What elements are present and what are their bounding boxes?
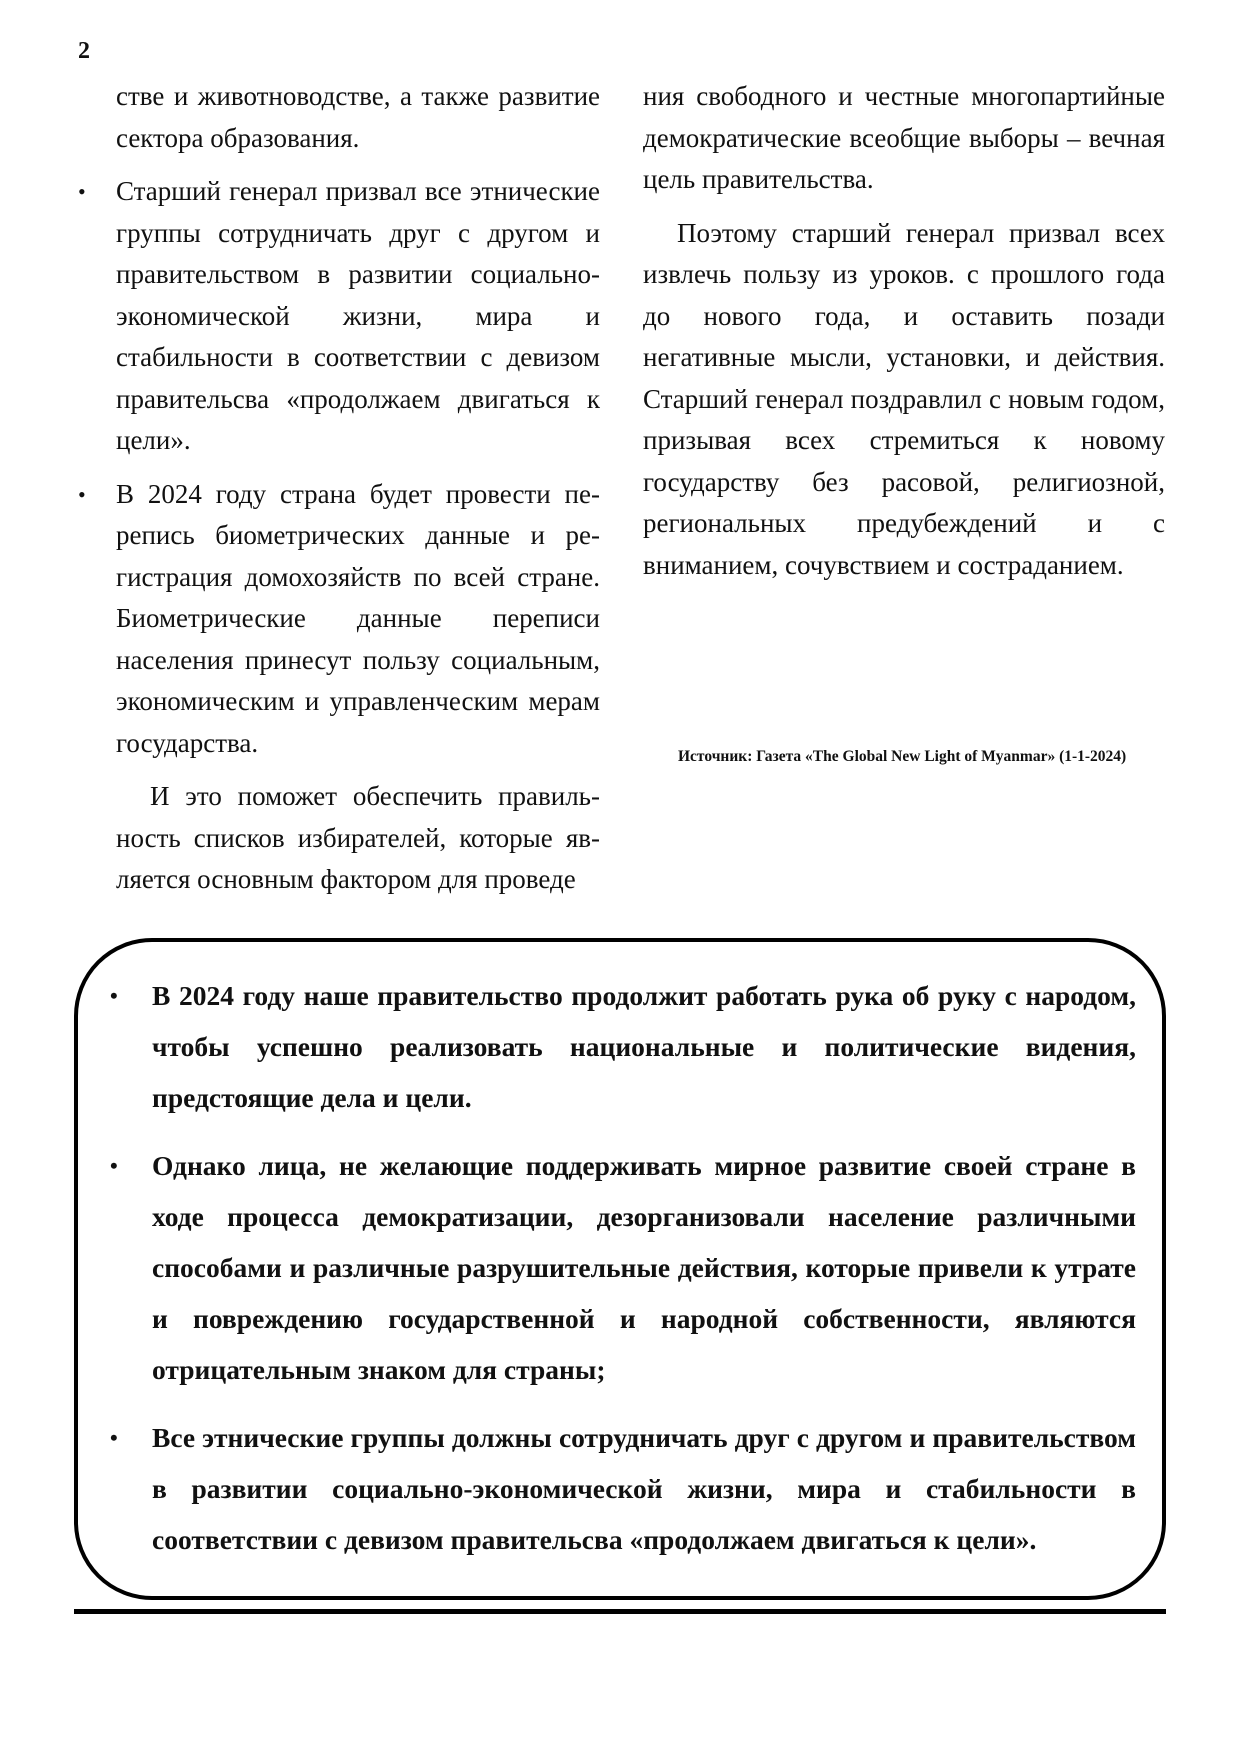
- right-paragraph-2: Поэтому старший генерал призвал всех извлечь пользу из уроков. с прошлого года до нового года, и оставить позади негативные мысли, установки, и действия. Старший генерал поздравлил с новым годом, призывая всех стремиться к новому государству без расовой, религиозной, региональных предубеждений и с вниманием, сочувствием и состраданием.: [643, 217, 1165, 580]
- right-column: [643, 76, 1165, 598]
- list-item: [78, 474, 600, 765]
- bullet-icon: •: [78, 179, 86, 204]
- left-paragraph-1: стве и животноводстве, а также развитие сектора образования.: [116, 81, 600, 153]
- summary-item: [110, 1412, 1136, 1565]
- list-item: [78, 171, 600, 462]
- summary-text: Однако лица, не желающие поддерживать мирное развитие своей стране в ходе процесса демократизации, дезорганизовали население различными способами и различные разрушительные действия, которые привели к утрате и повреждению государственной и народной собственности, являются отрицательным знаком для страны;: [152, 1150, 1136, 1385]
- bullet-icon: •: [78, 481, 86, 507]
- source-citation: Источник: Газета «The Global New Light of Myanmar» (1-1-2024): [678, 748, 1127, 765]
- bullet-icon: •: [110, 1153, 118, 1178]
- summary-list: [110, 970, 1136, 1582]
- page-number: 2: [78, 38, 90, 64]
- bullet-text: Старший генерал призвал все этнические группы сотрудничать друг с другом и правительством в развитии социально-экономической жизни, мира и стабильности в соответствии с девизом правительсва «продолжаем двигаться к цели».: [116, 176, 600, 455]
- summary-text: В 2024 году наше правительство продолжит работать рука об руку с народом, чтобы успешно реализовать национальные и политические видения, предстоящие дела и цели.: [152, 980, 1136, 1113]
- bottom-divider: [74, 1609, 1166, 1614]
- summary-item: [110, 970, 1136, 1123]
- right-paragraph-1: ния свободного и честные многопартийные демократические всеобщие выборы – вечная цель правительства.: [643, 81, 1165, 194]
- summary-item: [110, 1140, 1136, 1395]
- left-bullet-list: [78, 171, 600, 764]
- bullet-icon: •: [110, 983, 118, 1008]
- left-column: [78, 76, 600, 913]
- bullet-text: В 2024 году страна будет провести перепись биометрических данные и регистрация домохозяйств по всей стране. Биометрические данные переписи населения принесут пользу социальным, экономическим и управленческим мерам государства.: [116, 478, 600, 758]
- left-paragraph-2: И это поможет обеспечить правильность списков избирателей, которые является основным фактором для проведе: [116, 781, 600, 894]
- summary-box: [74, 938, 1166, 1600]
- bullet-icon: •: [110, 1425, 118, 1450]
- summary-text: Все этнические группы должны сотрудничать друг с другом и правительством в развитии социально-экономической жизни, мира и стабильности в соответствии с девизом правительсва «продолжаем двигаться к цели».: [152, 1422, 1136, 1555]
